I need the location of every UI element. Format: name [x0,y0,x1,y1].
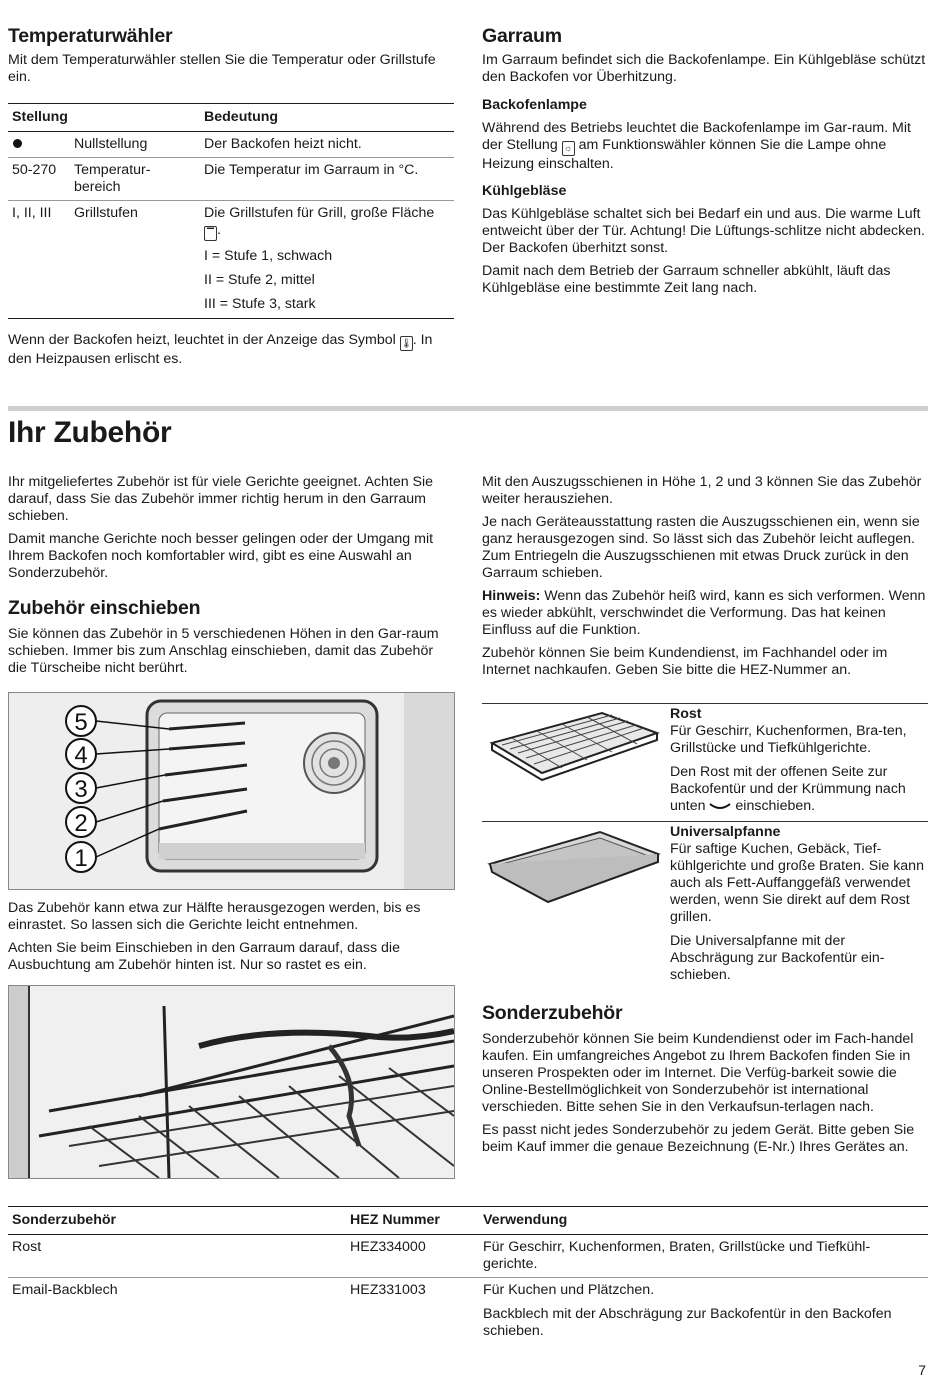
level-label-1: 1 [74,845,88,872]
page-number: 7 [918,1362,926,1378]
sonder-table-wrap [8,1206,928,1344]
table-row [8,1235,928,1278]
pfanne-image [482,826,662,906]
item-cell: Rost [8,1235,346,1278]
rails-text: Mit den Auszugsschienen in Höhe 1, 2 und 3 können Sie das Zubehör weiter herausziehen. [482,474,922,507]
rost-insert-b: einschieben. [735,798,816,814]
section-temperaturwaehler [8,24,454,368]
level-label-3: 3 [74,776,88,803]
meaning-cell: Die Grillstufen für Grill, große Fläche ▔ . I = Stufe 1, schwach II = Stufe 2, mittel III = Stufe 3, stark [200,201,454,319]
level-label-5: 5 [74,709,88,736]
item-cell: Email-Backblech [12,1282,118,1298]
rost-insert-a: Den Rost mit der offenen Seite zur Backofentür und der Krümmung nach unten [670,764,906,814]
rost-title: Rost [670,706,702,722]
column-header: Sonderzubehör [8,1207,346,1235]
name-cell: Grillstufen [70,201,200,319]
fan-text: Das Kühlgebläse schaltet sich bei Bedarf ein und aus. Die warme Luft entweicht über der Tür. Achtung! Die Lüftungs-schlitze nicht abdecken. Der Backofen überhitzt sonst. [482,206,925,256]
position-cell [8,132,70,158]
rack-detail-figure [8,985,455,1179]
rails-lock-text: Je nach Geräteausstattung rasten die Auszugsschienen ein, wenn sie ganz herausgezogen sind. So lässt sich das Zubehör leicht auflegen. Zum Entriegeln die Auszugsschienen mit etwas Druck zurück in den Garraum schieben. [482,514,920,581]
hint-body: Wenn das Zubehör heiß wird, kann es sich verformen. Wenn es wieder abkühlt, verschwindet die Verformung. Das hat keinen Einfluss auf die Funktion. [482,588,926,638]
grill-level-1: I = Stufe 1, schwach [204,248,333,264]
rost-insert [670,764,928,815]
insert-notes [8,900,454,974]
zubehoer-left [8,474,454,677]
zero-position-icon [13,139,22,148]
heating-note-text: Wenn der Backofen heizt, leuchtet in der Anzeige das Symbol [8,332,396,348]
name-cell: Nullstellung [70,132,200,158]
heating-note-text-end: . In den Heizpausen erlischt es. [8,332,433,367]
insert-text: Sie können das Zubehör in 5 verschiedenen Höhen in den Gar-raum schieben. Immer bis zum Anschlag einschieben, damit das Zubehör die Türscheibe nicht berührt. [8,626,439,676]
use-text: Für Kuchen und Plätzchen. [483,1282,655,1298]
table-row [8,132,454,158]
column-header: Verwendung [479,1207,928,1235]
column-header: Bedeutung [200,104,454,132]
pull-out-text: Das Zubehör kann etwa zur Hälfte herausgezogen werden, bis es einrastet. So lassen sich die Gerichte leicht entnehmen. [8,900,421,933]
temperature-table [8,103,454,319]
hez-cell: HEZ331003 [350,1282,426,1298]
heating-note [8,332,454,368]
meaning-cell: Der Backofen heizt nicht. [200,132,454,158]
lamp-icon: ☼ [562,141,575,156]
rack-detail-illustration [9,986,454,1178]
zubehoer-intro-2: Damit manche Gerichte noch besser gelingen oder der Umgang mit Ihrem Backofen noch komfortabler wird, gibt es eine Auswahl an Sonderzubehör. [8,531,434,581]
accessory-rost [482,703,928,820]
lamp-text-a: Während des Betriebs leuchtet die Backofenlampe im Gar-raum. Mit der Stellung [482,120,911,153]
section-garraum [482,24,928,297]
table-row [8,158,454,201]
level-label-4: 4 [74,742,88,769]
table-row [8,201,454,319]
pfanne-title: Universalpfanne [670,824,781,840]
oven-levels-figure [8,692,455,890]
intro-text: Mit dem Temperaturwähler stellen Sie die Temperatur oder Grillstufe ein. [8,52,436,85]
curvature-icon [709,801,731,811]
zubehoer-right [482,474,928,679]
oven-levels-illustration [9,693,454,889]
sonder-text-2: Es passt nicht jedes Sonderzubehör zu jedem Gerät. Bitte geben Sie beim Kauf immer die genaue Bezeichnung (E-Nr.) Ihres Gerätes an. [482,1122,915,1155]
buy-text: Zubehör können Sie beim Kundendienst, im Fachhandel oder im Internet nachkaufen. Geben Sie bitte die HEZ-Nummer an. [482,645,888,678]
accessory-universalpfanne [482,821,928,990]
hint-text [482,588,928,639]
use-text-extra: Backblech mit der Abschrägung zur Backofentür in den Backofen schieben. [483,1306,892,1339]
rost-desc: Für Geschirr, Kuchenformen, Bra-ten, Grillstücke und Tiefkühlgerichte. [670,723,907,756]
section-divider [8,406,928,411]
section-title: Sonderzubehör [482,1002,623,1024]
pfanne-desc: Für saftige Kuchen, Gebäck, Tief-kühlgerichte und große Braten. Sie kann auch als Fett-Auffanggefäß verwendet werden, wenn Sie direkt auf dem Rost grillen. [670,841,924,925]
garraum-intro: Im Garraum befindet sich die Backofenlampe. Ein Kühlgebläse schützt den Backofen vor Überhitzung. [482,52,926,85]
use-cell [479,1278,928,1345]
sonder-table [8,1206,928,1344]
table-row [8,1278,928,1345]
use-cell: Für Geschirr, Kuchenformen, Braten, Grillstücke und Tiefkühl-gerichte. [479,1235,928,1278]
column-header: Stellung [8,104,200,132]
lamp-text [482,120,928,173]
pfanne-insert: Die Universalpfanne mit der Abschrägung zur Backofentür ein-schieben. [670,933,885,983]
position-cell: I, II, III [8,201,70,319]
page-heading: Ihr Zubehör [8,416,172,449]
grill-icon: ▔ [204,226,217,241]
meaning-cell: Die Temperatur im Garraum in °C. [200,158,454,201]
column-header: HEZ Nummer [346,1207,479,1235]
thermometer-icon: 🌡 [400,336,413,351]
section-title: Temperaturwähler [8,25,173,47]
grill-level-3: III = Stufe 3, stark [204,296,316,312]
lamp-text-b: am Funktionswähler können Sie die Lampe ohne Heizung einschalten. [482,137,887,172]
rost-image [482,708,662,788]
lamp-title: Backofenlampe [482,97,587,113]
grill-level-2: II = Stufe 2, mittel [204,272,315,288]
bulge-text: Achten Sie beim Einschieben in den Garraum darauf, dass die Ausbuchtung am Zubehör hinten ist. Nur so rastet es ein. [8,940,400,973]
section-sonderzubehoer [482,1001,928,1156]
rost-text [670,706,928,815]
name-cell: Temperatur-bereich [70,158,200,201]
grill-meaning: Die Grillstufen für Grill, große Fläche [204,205,435,221]
rack-icon [482,708,662,788]
pan-icon [482,826,662,906]
fan-text-2: Damit nach dem Betrieb der Garraum schneller abkühlt, läuft das Kühlgebläse eine bestimmte Zeit lang nach. [482,263,891,296]
hez-cell: HEZ334000 [346,1235,479,1278]
hint-label: Hinweis: [482,588,541,604]
insert-title: Zubehör einschieben [8,597,201,619]
position-cell: 50-270 [8,158,70,201]
section-title: Garraum [482,25,562,47]
sonder-text: Sonderzubehör können Sie beim Kundendienst oder im Fach-handel kaufen. Ein umfangreiches Angebot zu Ihrem Backofen finden Sie in unseren Prospekten oder im Internet. Die Verfüg-barkeit sowie die Online-Bestellmöglichkeit von Sonderzubehör ist international verschieden. Bitte sehen Sie in den Verkaufsun-terlagen nach. [482,1031,914,1115]
zubehoer-intro: Ihr mitgeliefertes Zubehör ist für viele Gerichte geeignet. Achten Sie darauf, dass Sie das Zubehör immer richtig herum in den Garraum schieben. [8,474,434,524]
pfanne-text [670,824,928,984]
fan-title: Kühlgebläse [482,183,567,199]
level-label-2: 2 [74,810,88,837]
